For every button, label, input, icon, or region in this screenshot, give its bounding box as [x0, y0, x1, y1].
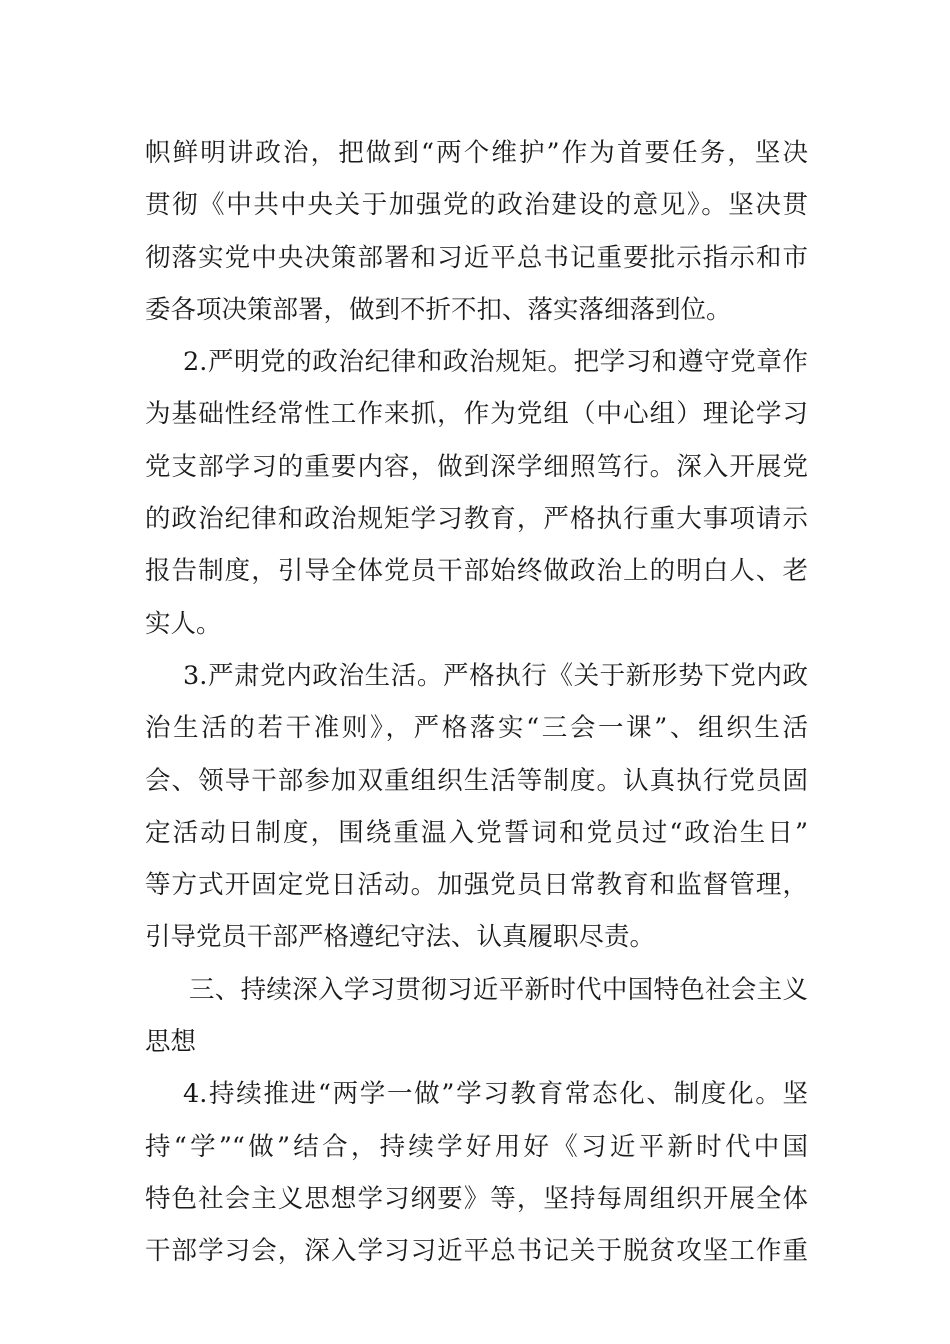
section-heading-3	[145, 964, 808, 1069]
text-line: 的政治纪律和政治规矩学习教育，严格执行重大事项请示	[145, 504, 808, 535]
text-line: 引导党员干部严格遵纪守法、认真履职尽责。	[145, 922, 656, 953]
paragraph-continuation	[145, 127, 808, 336]
heading-line: 思想	[145, 1027, 197, 1058]
text-line: 帜鲜明讲政治，把做到“两个维护”作为首要任务，坚决	[145, 138, 808, 168]
text-line: 委各项决策部署，做到不折不扣、落实落细落到位。	[145, 294, 732, 325]
text-line: 彻落实党中央决策部署和习近平总书记重要批示指示和市	[145, 242, 808, 273]
paragraph-item-4	[145, 1068, 808, 1277]
text-line: 2.严明党的政治纪律和政治规矩。把学习和遵守党章作	[183, 347, 808, 378]
document-body	[145, 127, 808, 1278]
text-line: 定活动日制度，围绕重温入党誓词和党员过“政治生日”	[145, 817, 808, 848]
text-line: 报告制度，引导全体党员干部始终做政治上的明白人、老	[145, 556, 808, 587]
text-line: 党支部学习的重要内容，做到深学细照笃行。深入开展党	[145, 451, 808, 482]
text-line: 治生活的若干准则》，严格落实“三会一课”、组织生活	[145, 713, 808, 744]
text-line: 实人。	[145, 608, 222, 639]
paragraph-item-3	[145, 650, 808, 964]
text-line: 为基础性经常性工作来抓，作为党组（中心组）理论学习	[145, 399, 808, 430]
text-line: 3.严肃党内政治生活。严格执行《关于新形势下党内政	[183, 660, 808, 691]
text-line: 贯彻《中共中央关于加强党的政治建设的意见》。坚决贯	[145, 190, 808, 221]
text-line: 特色社会主义思想学习纲要》等，坚持每周组织开展全体	[145, 1183, 808, 1214]
heading-line: 三、持续深入学习贯彻习近平新时代中国特色社会主义	[189, 974, 808, 1005]
text-line: 等方式开固定党日活动。加强党员日常教育和监督管理，	[145, 870, 808, 901]
text-line: 会、领导干部参加双重组织生活等制度。认真执行党员固	[145, 765, 808, 796]
text-line: 持“学”“做”结合，持续学好用好《习近平新时代中国	[145, 1131, 808, 1162]
text-line: 干部学习会，深入学习习近平总书记关于脱贫攻坚工作重	[145, 1236, 808, 1267]
paragraph-item-2	[145, 336, 808, 650]
text-line: 4.持续推进“两学一做”学习教育常态化、制度化。坚	[183, 1079, 808, 1110]
